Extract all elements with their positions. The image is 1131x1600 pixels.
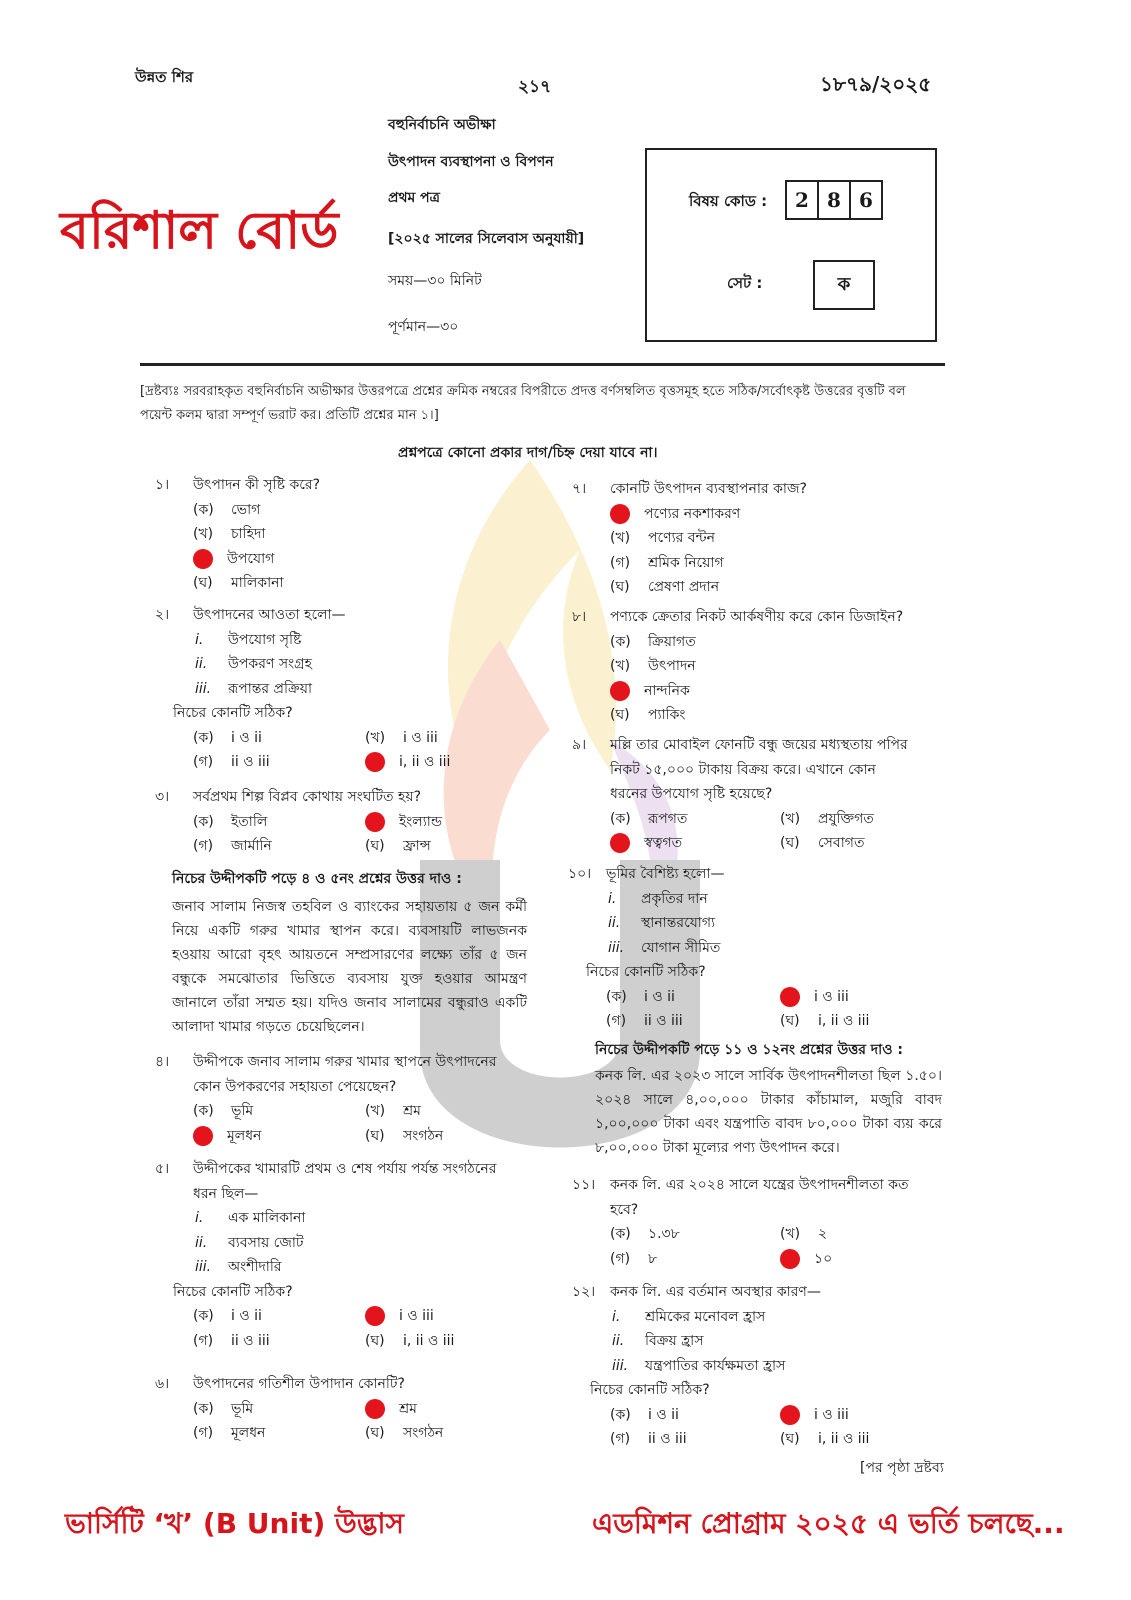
option-label: (ক)	[193, 1308, 214, 1324]
option-text: i, ii ও iii	[818, 1013, 870, 1029]
statement-numeral: iii.	[608, 939, 625, 956]
footer-left-banner: ভার্সিটি ‘খ’ (B Unit) উদ্ভাস	[65, 1507, 405, 1540]
answer-option[interactable]	[610, 1403, 679, 1428]
answer-option[interactable]	[610, 679, 690, 704]
filled-answer-bubble-icon	[365, 752, 385, 772]
full-marks: পূর্ণমান—৩০	[388, 319, 459, 335]
statement-numeral: iii.	[195, 1259, 212, 1275]
option-text: i ও ii	[644, 988, 675, 1005]
answer-option[interactable]	[365, 1421, 443, 1446]
answer-option[interactable]	[606, 985, 675, 1010]
option-text: জার্মানি	[231, 838, 272, 854]
question-text: উদ্দীপকে জনাব সালাম গরুর খামার স্থাপনে উৎপাদনের	[193, 1054, 497, 1070]
option-text: ii ও iii	[648, 1431, 687, 1447]
answer-option[interactable]	[780, 831, 864, 856]
option-text: i, ii ও iii	[818, 1431, 870, 1447]
subject-code-digit: 8	[817, 180, 851, 220]
option-label: (ঘ)	[365, 1127, 385, 1144]
option-label: (ঘ)	[365, 838, 385, 854]
answer-option[interactable]	[610, 831, 682, 856]
option-text: i ও ii	[231, 729, 262, 746]
answer-option[interactable]	[365, 834, 431, 859]
option-label: (ক)	[193, 729, 214, 746]
question-number: ১২।	[572, 1284, 596, 1300]
set-label: সেট :	[727, 274, 763, 292]
board-title: বরিশাল বোর্ড	[60, 201, 339, 261]
option-text: উপযোগ	[227, 550, 275, 567]
question-number: ৭।	[572, 481, 587, 497]
instruction-note: [দ্রষ্টব্যঃ সরবরাহকৃত বহুনির্বাচনি অভীক্ষার উত্তরপত্রে প্রশ্নের ক্রমিক নম্বরের বিপরীতে প্রদত্ত বর্ণসম্বলিত বৃত্তসমূহ হতে সঠিক/সর্বোৎকৃষ্ট উত্তরের বৃত্তটি বল পয়েন্ট কলম দ্বারা সম্পূর্ণ ভরাট কর। প্রতিটি প্রশ্নের মান ১।]	[140, 384, 906, 423]
statement-text: স্থানান্তরযোগ্য	[641, 915, 716, 931]
question-text: ভূমির বৈশিষ্ট্য হলো—	[606, 866, 725, 882]
question-number: ১।	[155, 477, 170, 493]
answer-option[interactable]	[193, 810, 267, 835]
option-text: মালিকানা	[231, 575, 284, 591]
answer-option[interactable]	[610, 703, 685, 728]
option-text: সংগঠন	[403, 1127, 444, 1144]
option-label: (খ)	[365, 1103, 386, 1119]
question-number: ৯।	[572, 737, 587, 753]
option-text: নান্দনিক	[644, 682, 690, 699]
answer-option[interactable]	[365, 1329, 454, 1354]
filled-answer-bubble-icon	[780, 1249, 800, 1269]
option-label: (ক)	[610, 810, 631, 827]
subject-code-digit: 2	[785, 180, 819, 220]
exam-type: বহুনির্বাচনি অভীক্ষা	[388, 117, 496, 133]
filled-answer-bubble-icon	[365, 1399, 385, 1419]
option-label: (ঘ)	[780, 835, 800, 851]
option-text: ভূমি	[231, 1103, 254, 1119]
question-text: উৎপাদনের গতিশীল উপাদান কোনটি?	[193, 1376, 405, 1392]
option-text: চাহিদা	[231, 526, 266, 542]
option-label: (গ)	[193, 1425, 214, 1441]
option-label: (ক)	[610, 633, 631, 650]
answer-option[interactable]	[610, 551, 724, 576]
subject-code-cells	[787, 180, 883, 220]
option-text: উৎপাদন	[648, 658, 696, 674]
statement-text: প্রকৃতির দান	[641, 890, 708, 907]
option-label: (গ)	[606, 1013, 627, 1029]
question-text: উদ্দীপকের খামারটি প্রথম ও শেষ পর্যায় পর্যন্ত সংগঠনের	[193, 1161, 497, 1177]
answer-option[interactable]	[193, 547, 274, 572]
page-number: ২১৭	[518, 77, 552, 97]
filled-answer-bubble-icon	[193, 549, 213, 569]
statement-numeral: iii.	[195, 680, 212, 697]
stimulus-text: কনক লি. এর ২০২৩ সালে সার্বিক উৎপাদনশীলতা ছিল ১.৫০। ২০২৪ সালে ৪,০০,০০০ টাকার কাঁচামাল, মজুরি বাবদ ১,০০,০০০ টাকা এবং যন্ত্রপাতি বাবদ ৮০,০০০ টাকা ব্যয় করে ৮,০০,০০০ টাকা মূল্যের পণ্য উৎপাদন করে।	[595, 1068, 942, 1156]
question-text: নিকট ১৫,০০০ টাকায় বিক্রয় করে। এখানে কোন	[610, 761, 876, 778]
question-prompt: নিচের কোনটি সঠিক?	[173, 705, 293, 721]
answer-option[interactable]	[780, 1247, 832, 1272]
option-text: শ্রমিক নিয়োগ	[648, 554, 724, 571]
filled-answer-bubble-icon	[610, 833, 630, 853]
question-text: কনক লি. এর বর্তমান অবস্থার কারণ—	[610, 1284, 821, 1300]
question-number: ২।	[155, 607, 170, 623]
answer-option[interactable]	[610, 575, 719, 600]
answer-option[interactable]	[365, 1304, 434, 1329]
option-text: স্বত্বগত	[644, 835, 683, 851]
question-number: ১১।	[572, 1177, 596, 1193]
answer-option[interactable]	[193, 498, 260, 523]
statement-numeral: iii.	[612, 1357, 629, 1374]
statement-text: এক মালিকানা	[228, 1210, 306, 1226]
statement-numeral: i.	[608, 890, 617, 907]
answer-option[interactable]	[610, 526, 715, 551]
statement-numeral: ii.	[195, 656, 208, 672]
answer-option[interactable]	[365, 1397, 417, 1422]
option-label: (ঘ)	[780, 1431, 800, 1447]
answer-option[interactable]	[193, 750, 270, 775]
statement-text: রূপান্তর প্রক্রিয়া	[228, 680, 313, 697]
answer-option[interactable]	[193, 522, 265, 547]
option-text: সেবাগত	[818, 835, 865, 851]
option-label: (ক)	[610, 1406, 631, 1423]
option-text: i ও ii	[231, 1308, 262, 1324]
question-text: ধরনের উপযোগ সৃষ্টি হয়েছে?	[610, 786, 773, 802]
option-text: পণ্যের বন্টন	[648, 530, 715, 546]
statement-numeral: i.	[195, 631, 204, 648]
subject-name: উৎপাদন ব্যবস্থাপনা ও বিপণন	[388, 154, 554, 170]
option-text: মূলধন	[231, 1425, 266, 1441]
filled-answer-bubble-icon	[193, 1126, 213, 1146]
filled-answer-bubble-icon	[610, 681, 630, 701]
option-text: ফ্রান্স	[403, 838, 431, 854]
question-text: কোন উপকরণের সহায়তা পেয়েছেন?	[193, 1078, 397, 1095]
option-label: (ক)	[610, 1226, 631, 1242]
answer-option[interactable]	[193, 1099, 253, 1124]
option-label: (গ)	[610, 1431, 631, 1447]
filled-answer-bubble-icon	[780, 987, 800, 1007]
question-prompt: নিচের কোনটি সঠিক?	[173, 1283, 293, 1300]
option-label: (গ)	[610, 1250, 631, 1267]
option-text: i, ii ও iii	[399, 754, 451, 770]
answer-option[interactable]	[193, 571, 284, 596]
stimulus-text: জনাব সালাম নিজস্ব তহবিল ও ব্যাংকের সহায়তায় ৫ জন কর্মী নিয়ে একটি গরুর খামার স্থাপন করে। ব্যবসায়টি লাভজনক হওয়ায় আরো বৃহৎ আয়তনে সম্প্রসারণের লক্ষ্যে তাঁর ৫ জন বন্ধুকে সমঝোতার ভিত্তিতে ব্যবসায় যুক্ত হওয়ার আমন্ত্রণ জানালে তাঁরা সম্মত হয়। যদিও জনাব সালামের বন্ধুরাও একটি আলাদা খামার গড়তে চেয়েছিলেন।	[172, 899, 527, 1035]
answer-option[interactable]	[365, 726, 438, 751]
subject-code-digit: 6	[849, 180, 883, 220]
option-text: শ্রম	[403, 1103, 421, 1119]
option-label: (খ)	[780, 1226, 801, 1242]
option-text: রূপগত	[648, 810, 688, 827]
statement-numeral: ii.	[608, 915, 621, 931]
answer-option[interactable]	[606, 1009, 683, 1034]
option-label: (ঘ)	[365, 1332, 385, 1349]
question-text: হবে?	[610, 1201, 639, 1218]
option-label: (খ)	[610, 658, 631, 674]
question-text: পণ্যকে ক্রেতার নিকট আর্কষণীয় করে কোন ডিজাইন?	[610, 609, 904, 625]
answer-option[interactable]	[780, 807, 874, 832]
question-number: ৩।	[155, 789, 170, 805]
option-text: ২	[818, 1226, 828, 1242]
continued-note: [পর পৃষ্ঠা দ্রষ্টব্য	[860, 1460, 944, 1476]
code-box	[645, 148, 937, 342]
option-text: ১০	[814, 1250, 833, 1267]
question-number: ১০।	[568, 866, 592, 882]
question-text: মল্লি তার মোবাইল ফোনটি বন্ধু জয়ের মধ্যস্থতায় পপির	[610, 737, 908, 753]
option-text: ii ও iii	[231, 1332, 270, 1349]
header-left-text: উন্নত শির	[135, 68, 194, 86]
option-text: ১.৩৮	[648, 1226, 680, 1242]
option-text: প্রেষণা প্রদান	[648, 579, 720, 595]
question-number: ৫।	[155, 1161, 170, 1177]
option-label: (গ)	[193, 1332, 214, 1349]
footer-right-banner: এডমিশন প্রোগ্রাম ২০২৫ এ ভর্তি চলছে...	[592, 1507, 1065, 1540]
statement-text: যোগান সীমিত	[641, 939, 721, 956]
question-text: উৎপাদনের আওতা হলো—	[193, 607, 346, 623]
option-text: i, ii ও iii	[403, 1332, 455, 1349]
answer-option[interactable]	[610, 502, 740, 527]
statement-text: অংশীদারি	[228, 1259, 282, 1275]
option-text: প্রযুক্তিগত	[818, 810, 874, 827]
warning-text: প্রশ্নপত্রে কোনো প্রকার দাগ/চিহ্ন দেয়া যাবে না।	[398, 445, 658, 461]
stimulus-heading: নিচের উদ্দীপকটি পড়ে ১১ ও ১২নং প্রশ্নের উত্তর দাও :	[595, 1042, 903, 1058]
option-text: পণ্যের নকশাকরণ	[644, 505, 741, 522]
answer-option[interactable]	[780, 1427, 869, 1452]
question-number: ৮।	[572, 609, 587, 625]
option-label: (ঘ)	[610, 579, 630, 595]
filled-answer-bubble-icon	[780, 1405, 800, 1425]
option-label: (ঘ)	[610, 707, 630, 723]
option-label: (খ)	[780, 810, 801, 827]
divider	[140, 363, 945, 366]
answer-option[interactable]	[365, 810, 442, 835]
syllabus-note: [২০২৫ সালের সিলেবাস অনুযায়ী]	[388, 231, 585, 247]
option-text: সংগঠন	[403, 1425, 444, 1441]
question-prompt: নিচের কোনটি সঠিক?	[586, 964, 706, 980]
filled-answer-bubble-icon	[365, 812, 385, 832]
serial-number: ১৮৭৯/২০২৫	[820, 72, 932, 96]
answer-option[interactable]	[610, 630, 696, 655]
option-label: (ক)	[606, 988, 627, 1005]
option-text: i ও iii	[403, 729, 438, 746]
option-label: (খ)	[610, 530, 631, 546]
answer-option[interactable]	[193, 1421, 265, 1446]
question-text: সর্বপ্রথম শিল্প বিপ্লব কোথায় সংঘটিত হয়?	[193, 789, 422, 805]
filled-answer-bubble-icon	[610, 504, 630, 524]
answer-option[interactable]	[610, 1247, 657, 1272]
question-number: ৬।	[155, 1376, 170, 1392]
answer-option[interactable]	[365, 1124, 443, 1149]
option-label: (খ)	[365, 729, 386, 746]
statement-text: শ্রমিকের মনোবল হ্রাস	[645, 1308, 766, 1325]
question-number: ৪।	[155, 1054, 170, 1070]
statement-numeral: ii.	[195, 1234, 208, 1251]
option-text: i ও iii	[814, 1406, 849, 1423]
option-label: (গ)	[193, 754, 214, 770]
answer-option[interactable]	[610, 1427, 687, 1452]
time-limit: সময়—৩০ মিনিট	[388, 273, 482, 289]
statement-numeral: i.	[195, 1210, 204, 1226]
option-text: ভূমি	[231, 1400, 254, 1417]
option-label: (গ)	[610, 554, 631, 571]
option-text: ইংল্যান্ড	[399, 813, 443, 830]
option-text: প্যাকিং	[648, 707, 686, 723]
subject-code-label: বিষয় কোড :	[689, 192, 768, 210]
option-text: i ও iii	[399, 1308, 434, 1324]
statement-numeral: i.	[612, 1308, 621, 1325]
option-label: (ঘ)	[780, 1013, 800, 1029]
answer-option[interactable]	[193, 726, 262, 751]
stimulus-heading: নিচের উদ্দীপকটি পড়ে ৪ ও ৫নং প্রশ্নের উত্তর দাও :	[172, 871, 462, 887]
question-text: ধরন ছিল—	[193, 1185, 259, 1202]
option-text: i ও iii	[814, 988, 849, 1005]
option-text: ক্রিয়াগত	[648, 633, 696, 650]
option-label: (ক)	[193, 1103, 214, 1119]
option-text: ৮	[648, 1250, 658, 1267]
question-text: উৎপাদন কী সৃষ্টি করে?	[193, 477, 321, 493]
answer-option[interactable]	[365, 1099, 421, 1124]
answer-option[interactable]	[365, 750, 450, 775]
answer-option[interactable]	[193, 1397, 253, 1422]
set-value: ক	[813, 260, 875, 310]
answer-option[interactable]	[193, 1124, 261, 1149]
question-text: কোনটি উৎপাদন ব্যবস্থাপনার কাজ?	[610, 481, 807, 497]
paper-name: প্রথম পত্র	[388, 190, 440, 206]
option-text: শ্রম	[399, 1400, 417, 1417]
answer-option[interactable]	[193, 1329, 270, 1354]
statement-text: উপকরণ সংগ্রহ	[228, 656, 312, 672]
answer-option[interactable]	[610, 1222, 680, 1247]
option-text: i ও ii	[648, 1406, 679, 1423]
statement-text: ব্যবসায় জোট	[228, 1234, 304, 1251]
answer-option[interactable]	[193, 834, 272, 859]
option-text: ইতালি	[231, 813, 268, 830]
answer-option[interactable]	[780, 1009, 869, 1034]
option-label: (ঘ)	[193, 575, 213, 591]
option-text: ii ও iii	[644, 1013, 683, 1029]
option-label: (ক)	[193, 501, 214, 518]
option-label: (ক)	[193, 1400, 214, 1417]
answer-option[interactable]	[780, 1403, 849, 1428]
option-label: (ঘ)	[365, 1425, 385, 1441]
option-label: (গ)	[193, 838, 214, 854]
answer-option[interactable]	[610, 654, 696, 679]
filled-answer-bubble-icon	[365, 1306, 385, 1326]
option-label: (ক)	[193, 813, 214, 830]
statement-numeral: ii.	[612, 1333, 625, 1349]
answer-option[interactable]	[610, 807, 687, 832]
answer-option[interactable]	[193, 1304, 262, 1329]
question-text: কনক লি. এর ২০২৪ সালে যন্ত্রের উৎপাদনশীলতা কত	[610, 1177, 909, 1193]
answer-option[interactable]	[780, 985, 849, 1010]
option-text: ii ও iii	[231, 754, 270, 770]
question-prompt: নিচের কোনটি সঠিক?	[590, 1382, 710, 1398]
statement-text: বিক্রয় হ্রাস	[645, 1333, 704, 1349]
statement-text: উপযোগ সৃষ্টি	[228, 631, 302, 648]
answer-option[interactable]	[780, 1222, 827, 1247]
option-label: (খ)	[193, 526, 214, 542]
option-text: ভোগ	[231, 501, 261, 518]
statement-text: যন্ত্রপাতির কার্যক্ষমতা হ্রাস	[645, 1357, 786, 1374]
option-text: মূলধন	[227, 1127, 262, 1144]
